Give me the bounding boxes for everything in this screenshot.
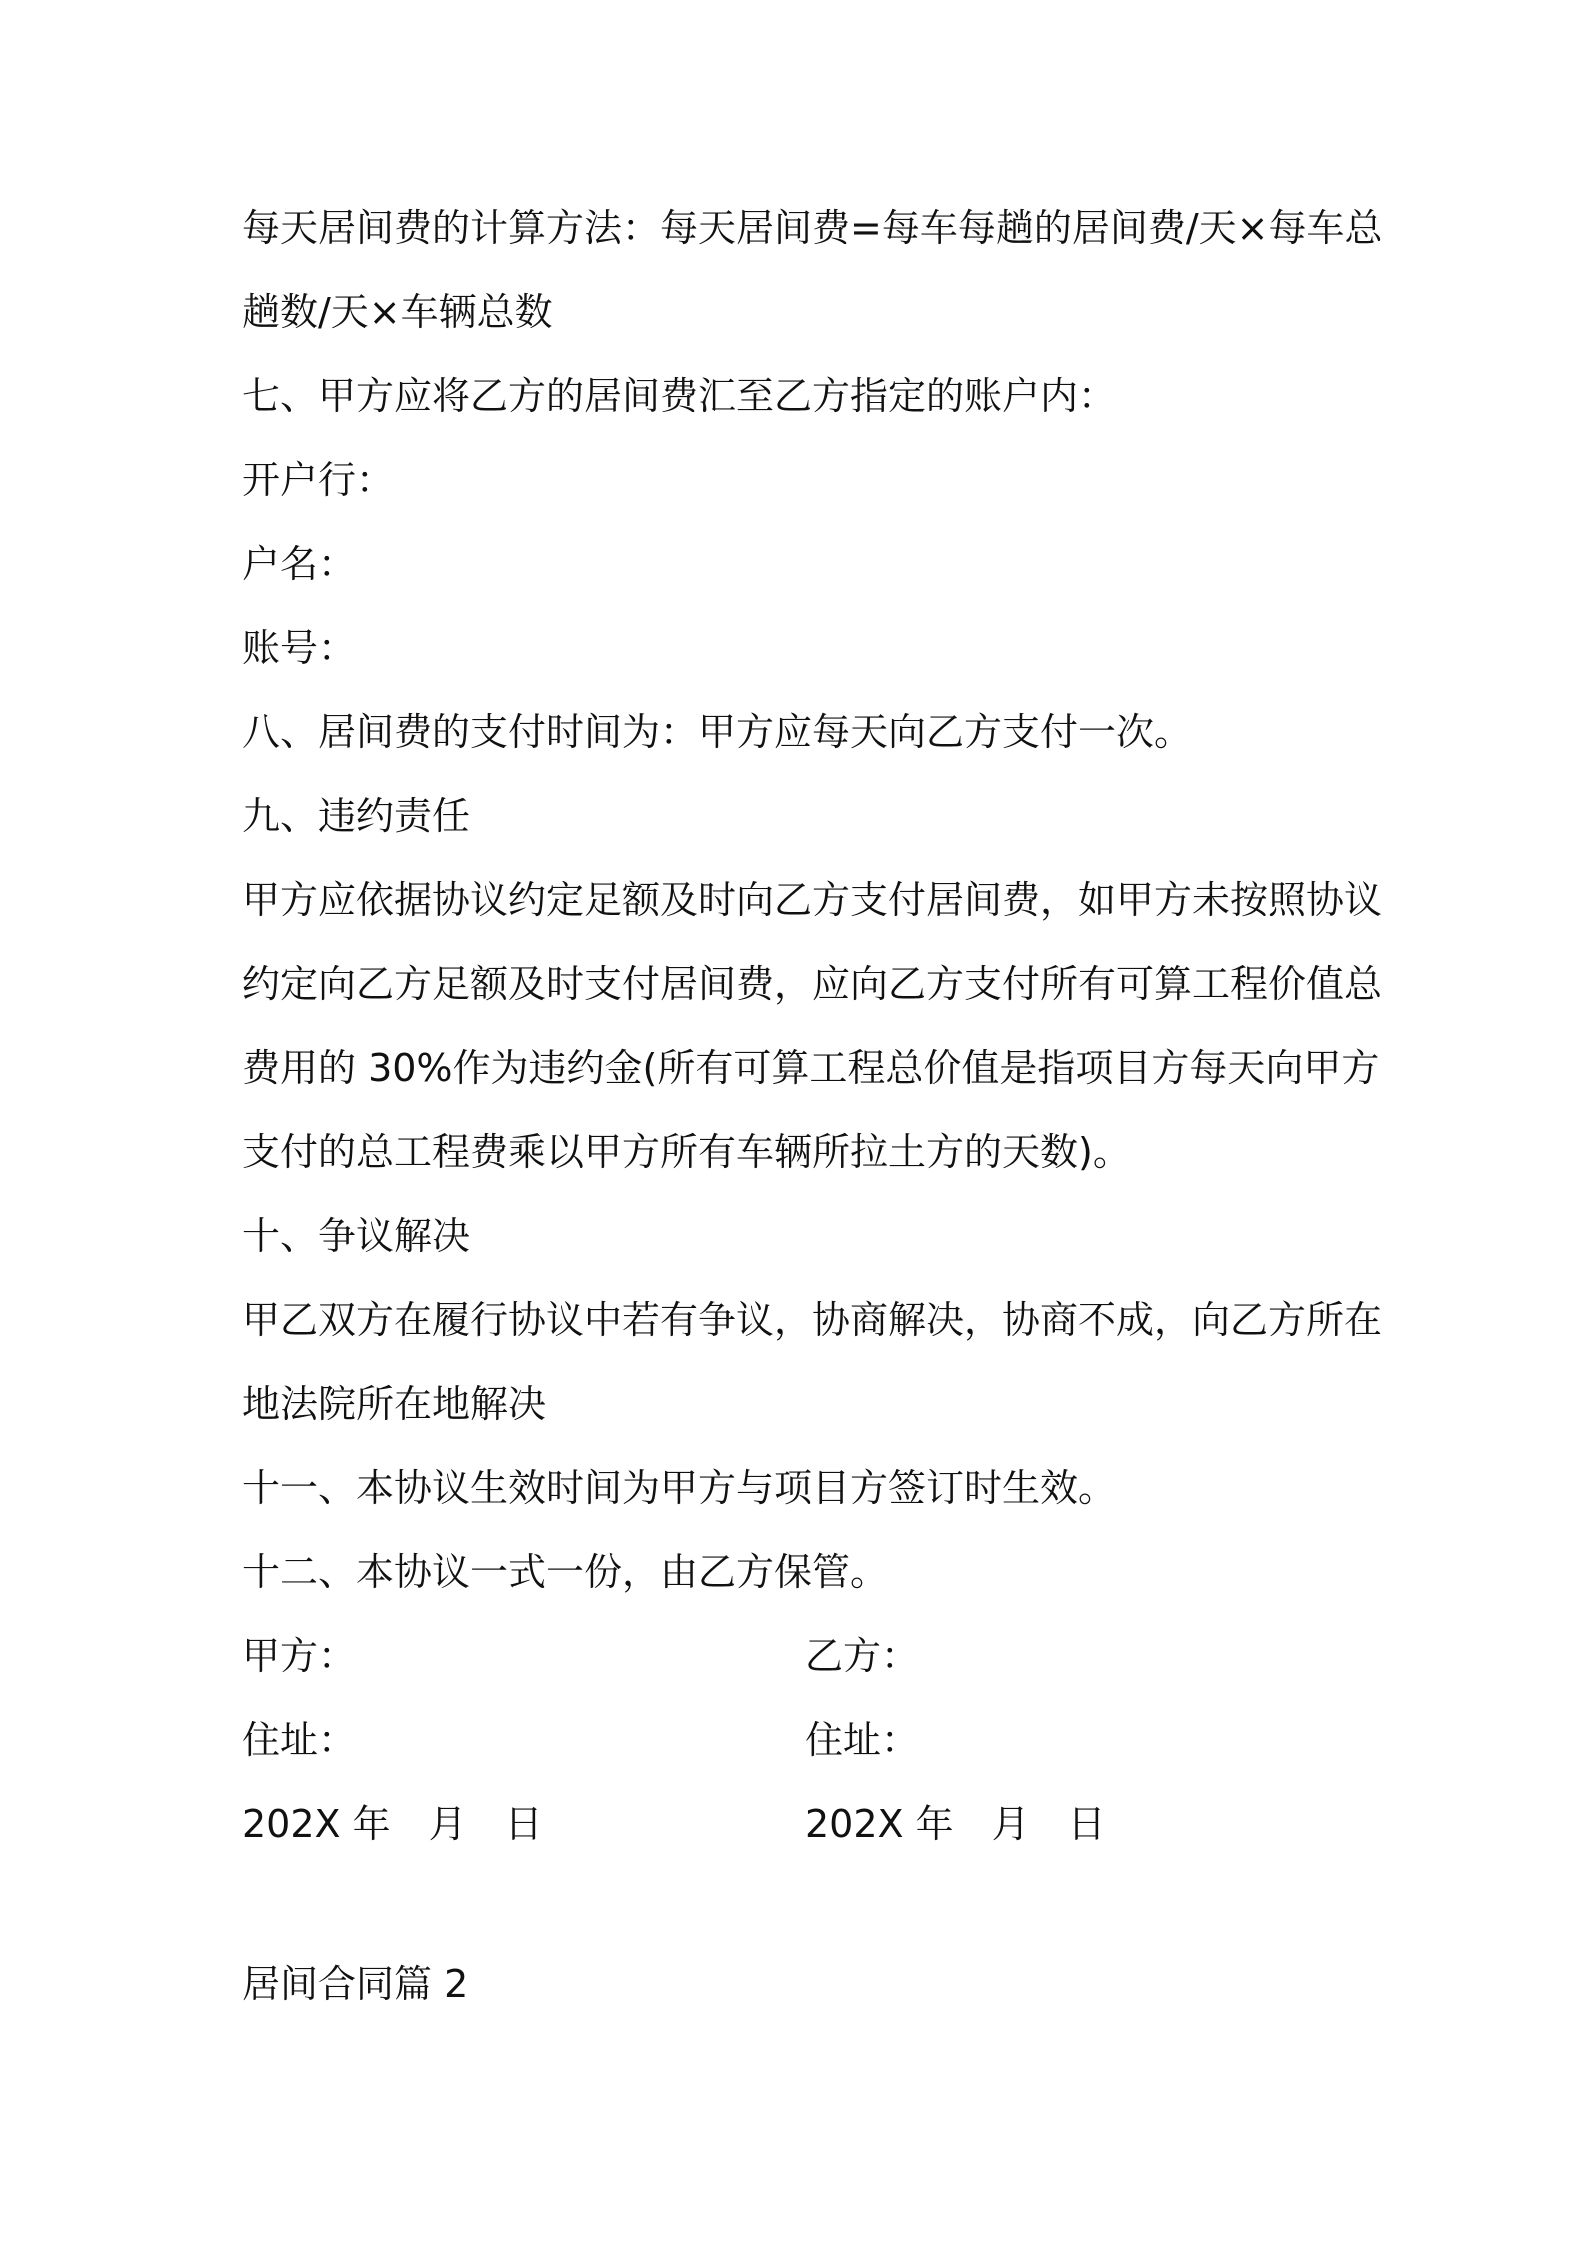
clause-10-heading: 十、争议解决 <box>242 1214 471 1258</box>
paragraph-line-1: 每天居间费的计算方法：每天居间费=每车每趟的居间费/天×每车总 <box>242 206 1383 250</box>
bank-name-label: 开户行： <box>242 458 395 502</box>
clause-7-heading: 七、甲方应将乙方的居间费汇至乙方指定的账户内： <box>242 374 1117 418</box>
paragraph-line-2: 趟数/天×车辆总数 <box>242 290 553 334</box>
clause-9-line-2: 约定向乙方足额及时支付居间费，应向乙方支付所有可算工程价值总 <box>242 962 1383 1006</box>
clause-9-line-4: 支付的总工程费乘以甲方所有车辆所拉土方的天数)。 <box>242 1130 1131 1174</box>
party-b-address-label: 住址： <box>805 1718 920 1762</box>
clause-9-line-1: 甲方应依据协议约定足额及时向乙方支付居间费，如甲方未按照协议 <box>242 878 1383 922</box>
clause-10-line-1: 甲乙双方在履行协议中若有争议，协商解决，协商不成，向乙方所在 <box>242 1298 1383 1342</box>
party-b-label: 乙方： <box>805 1634 920 1678</box>
party-a-label: 甲方： <box>242 1634 357 1678</box>
party-a-date: 202X 年 月 日 <box>242 1802 543 1846</box>
clause-12: 十二、本协议一式一份，由乙方保管。 <box>242 1550 889 1594</box>
clause-9-heading: 九、违约责任 <box>242 794 471 838</box>
account-name-label: 户名： <box>242 542 357 586</box>
clause-8-payment-time: 八、居间费的支付时间为：甲方应每天向乙方支付一次。 <box>242 710 1193 754</box>
clause-11: 十一、本协议生效时间为甲方与项目方签订时生效。 <box>242 1466 1117 1510</box>
party-a-address-label: 住址： <box>242 1718 357 1762</box>
account-number-label: 账号： <box>242 626 357 670</box>
party-b-date: 202X 年 月 日 <box>805 1802 1106 1846</box>
next-section-title: 居间合同篇 2 <box>242 1962 469 2006</box>
clause-10-line-2: 地法院所在地解决 <box>242 1382 547 1426</box>
clause-9-line-3: 费用的 30%作为违约金(所有可算工程总价值是指项目方每天向甲方 <box>242 1046 1380 1090</box>
